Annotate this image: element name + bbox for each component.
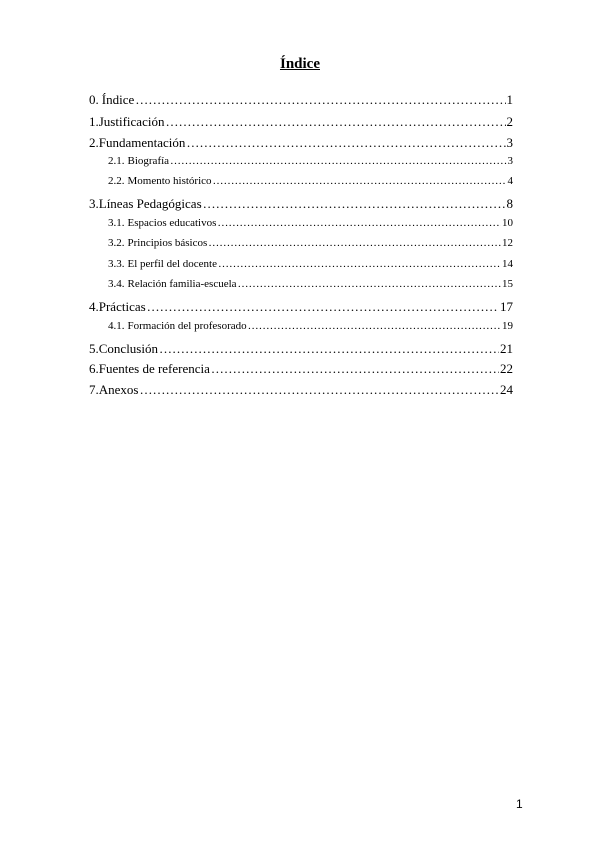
toc-entry bbox=[89, 92, 513, 108]
toc-entry bbox=[89, 135, 513, 151]
toc-entry-label: Espacios educativos bbox=[127, 217, 217, 229]
toc-entry-label: Biografía bbox=[127, 155, 170, 167]
dot-leader bbox=[186, 135, 505, 151]
toc-entry bbox=[89, 341, 513, 357]
toc-entry-number: 3.2. bbox=[108, 237, 125, 249]
toc-entry-page: 19 bbox=[502, 320, 513, 332]
toc-entry-number: 2. bbox=[89, 135, 99, 150]
dot-leader bbox=[147, 299, 499, 315]
toc-entry-number: 3.1. bbox=[108, 217, 125, 229]
toc-entry-label: Conclusión bbox=[98, 341, 158, 356]
dot-leader bbox=[135, 92, 505, 108]
toc-entry-number: 4.1. bbox=[108, 320, 125, 332]
toc-entry-number: 2.1. bbox=[108, 155, 125, 167]
dot-leader bbox=[248, 320, 501, 332]
toc-entry-page: 1 bbox=[506, 92, 513, 107]
toc-entry bbox=[89, 361, 513, 377]
toc-entry-label: Momento histórico bbox=[127, 175, 212, 187]
toc-entry-label: Principios básicos bbox=[127, 237, 208, 249]
toc-entry-number: 3. bbox=[89, 196, 99, 211]
toc-entry-page: 3 bbox=[506, 135, 513, 150]
dot-leader bbox=[203, 196, 506, 212]
toc-entry-label: Relación familia-escuela bbox=[127, 278, 237, 290]
toc-entry-label: Fuentes de referencia bbox=[98, 361, 210, 376]
dot-leader bbox=[217, 217, 501, 229]
toc-entry-label: Formación del profesorado bbox=[127, 320, 247, 332]
toc-entry-page: 2 bbox=[506, 114, 513, 129]
toc-entry-label: Justificación bbox=[98, 114, 165, 129]
toc-entry-number: 2.2. bbox=[108, 175, 125, 187]
toc-entry bbox=[108, 217, 513, 229]
toc-title: Índice bbox=[279, 56, 320, 72]
toc-entry-page: 10 bbox=[502, 217, 513, 229]
dot-leader bbox=[218, 258, 501, 270]
toc-entry bbox=[108, 175, 513, 187]
toc-entry bbox=[108, 258, 513, 270]
dot-leader bbox=[211, 361, 499, 377]
dot-leader bbox=[139, 382, 499, 398]
toc-entry-page: 4 bbox=[507, 175, 513, 187]
toc-entry-page: 24 bbox=[500, 382, 513, 397]
toc-entry-number: 6. bbox=[89, 361, 99, 376]
toc-entry-number: 3.4. bbox=[108, 278, 125, 290]
toc-entry bbox=[108, 237, 513, 249]
toc-entry-label: Índice bbox=[101, 92, 135, 107]
toc-entry-page: 3 bbox=[507, 155, 513, 167]
toc-entry-number: 4. bbox=[89, 299, 99, 314]
toc-entry-page: 14 bbox=[502, 258, 513, 270]
toc-entry bbox=[89, 382, 513, 398]
toc-entry bbox=[89, 299, 513, 315]
toc-entry-page: 22 bbox=[500, 361, 513, 376]
toc-entry-label: Anexos bbox=[98, 382, 139, 397]
toc-entry bbox=[89, 114, 513, 130]
toc-entry-label: Fundamentación bbox=[98, 135, 186, 150]
toc-entry-page: 17 bbox=[500, 299, 513, 314]
toc-entry-number: 7. bbox=[89, 382, 99, 397]
toc-entry-number: 3.3. bbox=[108, 258, 125, 270]
toc-entry-number: 0. bbox=[89, 92, 99, 107]
dot-leader bbox=[165, 114, 505, 130]
toc-entry bbox=[108, 320, 513, 332]
dot-leader bbox=[238, 278, 501, 290]
toc-entry bbox=[108, 278, 513, 290]
toc-entry-page: 21 bbox=[500, 341, 513, 356]
toc-entry-label: Líneas Pedagógicas bbox=[98, 196, 202, 211]
toc-entry bbox=[108, 155, 513, 167]
dot-leader bbox=[170, 155, 506, 167]
dot-leader bbox=[208, 237, 501, 249]
dot-leader bbox=[213, 175, 507, 187]
toc-entry-page: 12 bbox=[502, 237, 513, 249]
toc-entry-label: Prácticas bbox=[98, 299, 146, 314]
toc-entry bbox=[89, 196, 513, 212]
toc-entry-number: 5. bbox=[89, 341, 99, 356]
toc-entry-page: 15 bbox=[502, 278, 513, 290]
toc-entry-number: 1. bbox=[89, 114, 99, 129]
toc-entry-page: 8 bbox=[506, 196, 513, 211]
page-number: 1 bbox=[516, 797, 523, 811]
dot-leader bbox=[159, 341, 499, 357]
toc-entry-label: El perfil del docente bbox=[127, 258, 217, 270]
